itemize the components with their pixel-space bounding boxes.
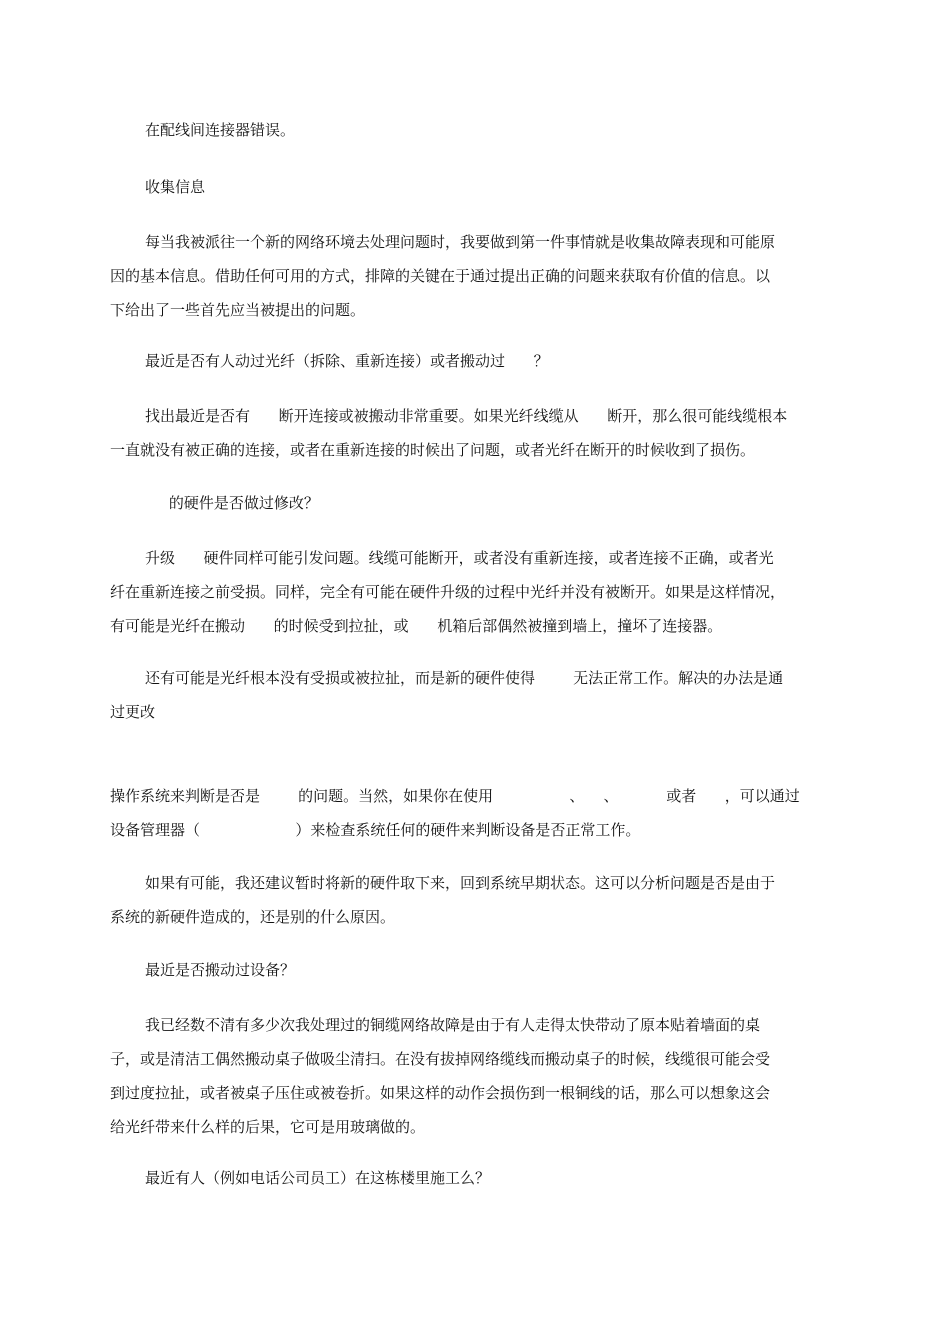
paragraph-connector-error: [110, 113, 840, 147]
text-line: 设备管理器（ ）来检查系统任何的硬件来判断设备是否正常工作。: [110, 821, 641, 839]
text-line: 还有可能是光纤根本没有受损或被拉扯，而是新的硬件使得 无法正常工作。解决的办法是通: [145, 669, 784, 687]
paragraph-new-hardware: [110, 661, 840, 729]
text-line: 下给出了一些首先应当被提出的问题。: [110, 301, 366, 319]
paragraph-fiber-disconnect: [110, 399, 840, 467]
text-line: 最近有人（例如电话公司员工）在这栋楼里施工么？: [145, 1169, 491, 1187]
paragraph-remove-hardware: [110, 866, 840, 934]
text-line: 最近是否有人动过光纤（拆除、重新连接）或者搬动过 ？: [145, 352, 549, 370]
text-line: 子，或是清洁工偶然搬动桌子做吸尘清扫。在没有拔掉网络缆线而搬动桌子的时候，线缆很可能会受: [110, 1050, 771, 1068]
text-line: 升级 硬件同样可能引发问题。线缆可能断开，或者没有重新连接，或者连接不正确，或者光: [145, 549, 774, 567]
heading-collect-info: [110, 170, 840, 204]
text-line: 找出最近是否有 断开连接或被搬动非常重要。如果光纤线缆从 断开，那么很可能线缆根本: [145, 407, 788, 425]
text-line: 到过度拉扯，或者被桌子压住或被卷折。如果这样的动作会损伤到一根铜线的话，那么可以想象这会: [110, 1084, 771, 1102]
text-line: 给光纤带来什么样的后果，它可是用玻璃做的。: [110, 1118, 426, 1136]
text-line: 最近是否搬动过设备？: [145, 961, 296, 979]
text-line: 因的基本信息。借助任何可用的方式，排障的关键在于通过提出正确的问题来获取有价值的信息。以: [110, 267, 771, 285]
question-equipment-moved: [110, 953, 840, 987]
text-line: 一直就没有被正确的连接，或者在重新连接的时候出了问题，或者光纤在断开的时候收到了损伤。: [110, 441, 756, 459]
paragraph-device-manager: [110, 779, 840, 847]
question-fiber-moved: [110, 344, 840, 378]
paragraph-copper-cable: [110, 1008, 840, 1144]
text-line: 过更改: [110, 703, 156, 721]
question-hardware-modified: [110, 486, 840, 520]
text-line: 纤在重新连接之前受损。同样，完全有可能在硬件升级的过程中光纤并没有被断开。如果是这样情况，: [110, 583, 786, 601]
text-line: 在配线间连接器错误。: [145, 121, 296, 139]
text-line: 的硬件是否做过修改？: [145, 494, 319, 512]
text-line: 操作系统来判断是否是 的问题。当然，如果你在使用 、 、 或者 ，可以通过: [110, 787, 800, 805]
paragraph-hardware-upgrade: [110, 541, 840, 643]
text-line: 每当我被派往一个新的网络环境去处理问题时，我要做到第一件事情就是收集故障表现和可能原: [145, 233, 776, 251]
text-line: 收集信息: [145, 178, 206, 196]
question-construction: [110, 1161, 840, 1195]
text-line: 我已经数不清有多少次我处理过的铜缆网络故障是由于有人走得太快带动了原本贴着墙面的桌: [145, 1016, 761, 1034]
text-line: 如果有可能，我还建议暂时将新的硬件取下来，回到系统早期状态。这可以分析问题是否是由于: [145, 874, 776, 892]
text-line: 有可能是光纤在搬动 的时候受到拉扯，或 机箱后部偶然被撞到墙上，撞坏了连接器。: [110, 617, 723, 635]
paragraph-intro: [110, 225, 840, 327]
text-line: 系统的新硬件造成的，还是别的什么原因。: [110, 908, 396, 926]
